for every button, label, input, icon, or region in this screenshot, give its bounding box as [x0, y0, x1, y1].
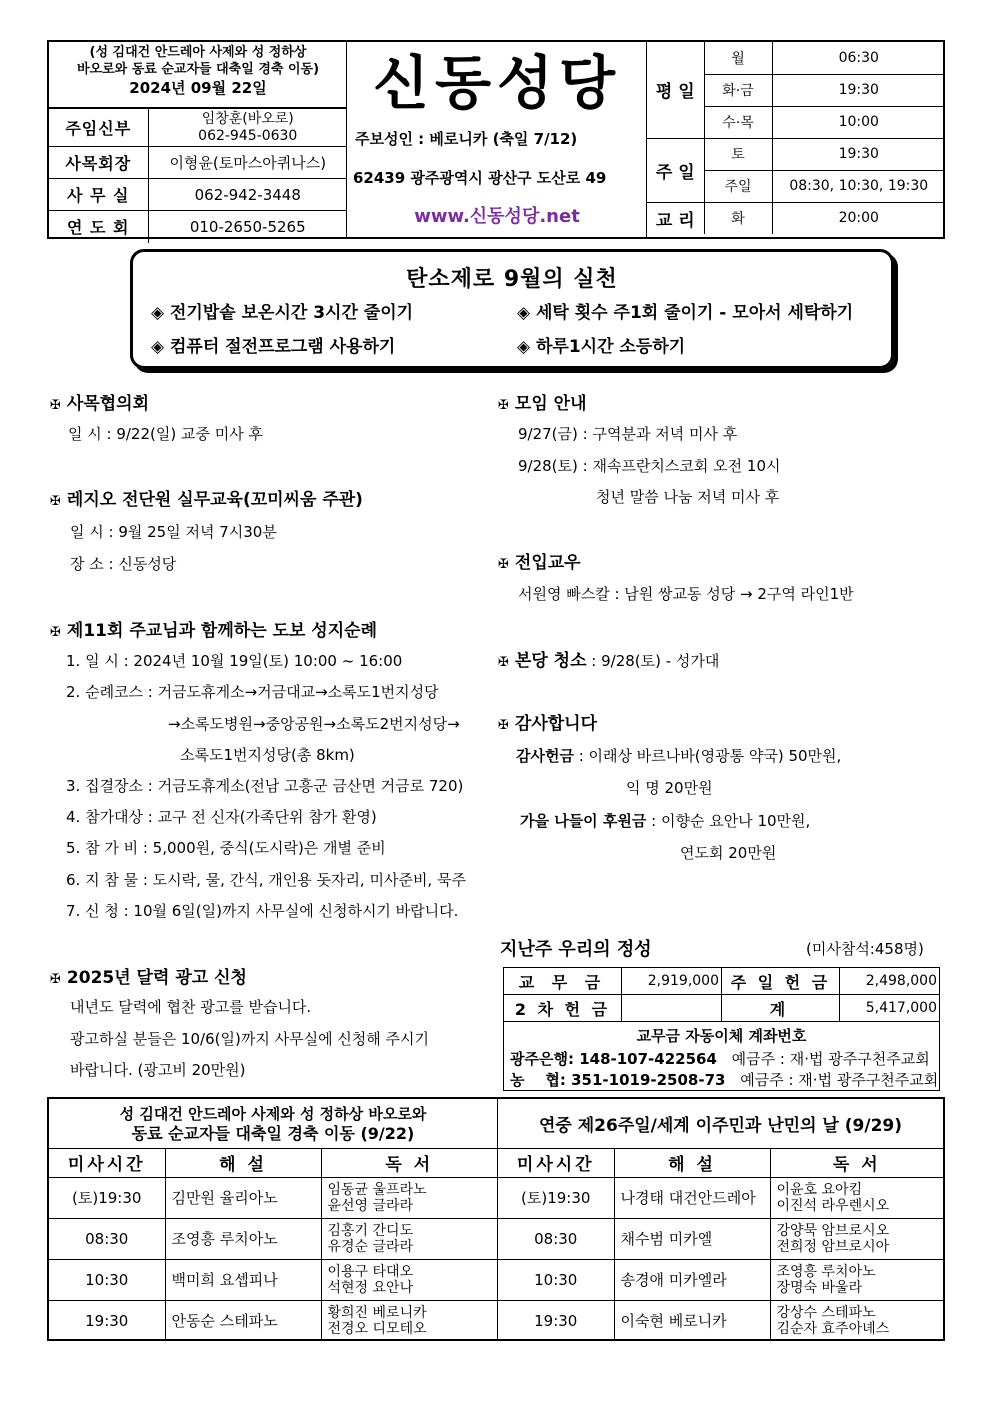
- banner-title: 탄소제로 9월의 실천: [406, 267, 618, 292]
- mass-time: (토)19:30: [49, 1177, 165, 1218]
- col-header-readers: 독 서: [770, 1149, 943, 1177]
- col-header-commentary: 해 설: [614, 1149, 770, 1177]
- feast-line-2: 바오로와 동료 순교자들 대축일 경축 이동): [76, 62, 320, 77]
- commentator: 송경애 미카엘라: [614, 1259, 770, 1300]
- offering-amount: 2,919,000: [622, 968, 722, 995]
- thanks-outing-line: [520, 810, 810, 831]
- reader: 이용구 타대오: [327, 1263, 414, 1280]
- schedule-time: 06:30: [772, 42, 945, 74]
- offering-table: [503, 967, 940, 1022]
- table-row: [498, 1259, 943, 1300]
- schedule-time: 19:30: [772, 74, 945, 106]
- meeting-title-text: 모임 안내: [514, 394, 587, 414]
- thanks-donation-line: [516, 745, 841, 766]
- right-mass-title: 연중 제26주일/세계 이주민과 난민의 날 (9/29): [498, 1099, 943, 1149]
- feast-title: [49, 42, 347, 108]
- bank-account-row: [504, 1069, 939, 1090]
- reader: 임동균 울프라노: [327, 1181, 427, 1198]
- pilgrimage-line: →소록도병원→중앙공원→소록도2번지성당→: [168, 715, 460, 733]
- thanks-outing-line: 연도회 20만원: [680, 844, 777, 862]
- cleaning-title: [498, 646, 719, 671]
- carbon-zero-banner: [130, 249, 894, 369]
- cross-icon: ✠: [50, 625, 61, 640]
- account-number: : 148-107-422564: [567, 1050, 717, 1068]
- reader: 이윤호 요아킴: [776, 1181, 863, 1198]
- col-header-time: 미사시간: [49, 1149, 165, 1177]
- bank-name: 광주은행: [510, 1050, 568, 1068]
- cross-icon: ✠: [498, 718, 509, 733]
- table-row: [49, 1300, 498, 1341]
- newcomer-title: [498, 548, 581, 573]
- account-holder: 예금주 : 재·법 광주구천주교회: [731, 1050, 930, 1068]
- offering-label: 주 일 헌 금: [722, 968, 840, 995]
- pastor-label: 주임신부: [49, 109, 148, 147]
- table-row: [498, 1218, 943, 1259]
- reader: 장명숙 바울라: [776, 1279, 863, 1296]
- offering-label: 2 차 헌 금: [504, 995, 622, 1022]
- header-left: [49, 42, 347, 237]
- commentator: 이숙현 베로니카: [614, 1300, 770, 1341]
- commentator: 조영흥 루치아노: [165, 1218, 321, 1259]
- cross-icon: ✠: [498, 557, 509, 572]
- legio-line: 일 시 : 9월 25일 저녁 7시30분: [70, 523, 277, 541]
- mass-time: 08:30: [498, 1218, 614, 1259]
- col-header-time: 미사시간: [498, 1149, 614, 1177]
- legio-title: [50, 485, 363, 510]
- schedule-day: 화·금: [704, 74, 772, 106]
- cross-icon: ✠: [50, 398, 61, 413]
- banner-item: ◈ 전기밥솥 보온시간 3시간 줄이기: [151, 303, 414, 323]
- readers: [770, 1259, 943, 1300]
- doctrine-label: 교 리: [647, 202, 704, 234]
- feast-line-1: (성 김대건 안드레아 사제와 성 정하상: [89, 45, 307, 60]
- mass-attendance: (미사참석:458명): [806, 940, 924, 958]
- cross-icon: ✠: [50, 972, 61, 987]
- thanks-outing-text: : 이향순 요안나 10만원,: [646, 812, 811, 830]
- calendar-ad-title-text: 2025년 달력 광고 신청: [66, 968, 247, 988]
- reader: 강상수 스테파노: [776, 1304, 876, 1321]
- cleaning-text: : 9/28(토) - 성가대: [586, 652, 720, 670]
- pilgrimage-line: 5. 참 가 비 : 5,000원, 중식(도시락)은 개별 준비: [66, 839, 386, 857]
- council-president-value: 이형윤(토마스아퀴나스): [148, 147, 347, 179]
- church-name: 신동성당: [372, 49, 622, 117]
- weekday-label: 평 일: [647, 42, 704, 138]
- council-president-label: 사목회장: [49, 147, 148, 179]
- readers: [321, 1300, 498, 1341]
- pilgrimage-line: 소록도1번지성당(총 8km): [180, 746, 355, 764]
- bulletin-header: [47, 40, 945, 239]
- commentator: 채수범 미카엘: [614, 1218, 770, 1259]
- thanks-donation-line: 익 명 20만원: [626, 779, 713, 797]
- mass-time: 10:30: [49, 1259, 165, 1300]
- readers: [321, 1177, 498, 1218]
- mass-time: (토)19:30: [498, 1177, 614, 1218]
- schedule-time: 19:30: [772, 138, 945, 170]
- thanks-donation-text: : 이래상 바르나바(영광통 약국) 50만원,: [573, 747, 842, 765]
- meeting-line: 9/28(토) : 재속프란치스코회 오전 10시: [518, 457, 781, 475]
- schedule-day: 토: [704, 138, 772, 170]
- readers: [321, 1218, 498, 1259]
- contact-table: [49, 108, 347, 243]
- schedule-day: 월: [704, 42, 772, 74]
- pastor-name: 임창훈(바오로): [201, 110, 294, 127]
- banner-item: ◈ 컴퓨터 절전프로그램 사용하기: [151, 337, 396, 357]
- calendar-ad-line: 광고하실 분들은 10/6(일)까지 사무실에 신청해 주시기: [70, 1030, 430, 1048]
- left-mass-title-line: 동료 순교자들 대축일 경축 이동 (9/22): [131, 1123, 415, 1143]
- pilgrimage-line: 3. 집결장소 : 거금도휴게소(전남 고흥군 금산면 거금로 720): [66, 777, 464, 795]
- legio-title-text: 레지오 전단원 실무교육(꼬미씨움 주관): [66, 490, 363, 510]
- table-row: [498, 1300, 943, 1341]
- office-phone: 062-942-3448: [148, 179, 347, 211]
- mass-time: 19:30: [49, 1300, 165, 1341]
- meeting-line: 9/27(금) : 구역분과 저녁 미사 후: [518, 425, 738, 443]
- reader: 김순자 효주아녜스: [776, 1320, 890, 1337]
- commentator: 백미희 요셉피나: [165, 1259, 321, 1300]
- thanks-title: [498, 709, 597, 734]
- readers: [770, 1300, 943, 1341]
- table-row: [49, 1177, 498, 1218]
- patron-saint: 주보성인 : 베로니카 (축일 7/12): [355, 130, 578, 148]
- schedule-day: 주일: [704, 170, 772, 202]
- bank-account-row: [504, 1048, 939, 1069]
- table-row: [49, 1218, 498, 1259]
- commentator: 안동순 스테파노: [165, 1300, 321, 1341]
- commentator: 김만원 율리아노: [165, 1177, 321, 1218]
- church-address: 62439 광주광역시 광산구 도산로 49: [353, 169, 607, 187]
- schedule-time: 08:30, 10:30, 19:30: [772, 170, 945, 202]
- right-mass-table: [498, 1149, 943, 1341]
- cleaning-title-text: 본당 청소: [514, 651, 587, 671]
- table-row: [49, 1259, 498, 1300]
- legio-line: 장 소 : 신동성당: [70, 555, 177, 573]
- reader: 전경오 디모테오: [327, 1320, 427, 1337]
- newcomer-line: 서원영 빠스칼 : 남원 쌍교동 성당 → 2구역 라인1반: [518, 585, 854, 603]
- cross-icon: ✠: [50, 494, 61, 509]
- mass-time: 10:30: [498, 1259, 614, 1300]
- sunday-label: 주 일: [647, 138, 704, 202]
- banner-item: ◈ 하루1시간 소등하기: [517, 337, 686, 357]
- schedule-time: 20:00: [772, 202, 945, 234]
- calendar-ad-title: [50, 963, 247, 988]
- mass-time: 19:30: [498, 1300, 614, 1341]
- yeondo-label: 연 도 회: [49, 211, 148, 243]
- col-header-readers: 독 서: [321, 1149, 498, 1177]
- pilgrimage-line: 4. 참가대상 : 교구 전 신자(가족단위 참가 환영): [66, 808, 377, 826]
- council-title-text: 사목협의회: [66, 394, 150, 414]
- cross-icon: ✠: [498, 655, 509, 670]
- auto-transfer-box: [503, 1021, 940, 1091]
- pilgrimage-title-text: 제11회 주교님과 함께하는 도보 성지순례: [66, 621, 377, 641]
- thanks-outing-label: 가을 나들이 후원금: [520, 812, 647, 830]
- reader: 윤선영 글라라: [327, 1197, 414, 1214]
- yeondo-phone: 010-2650-5265: [148, 211, 347, 243]
- left-mass-title-line: 성 김대건 안드레아 사제와 성 정하상 바오로와: [119, 1104, 427, 1123]
- banner-item: ◈ 세탁 횟수 주1회 줄이기 - 모아서 세탁하기: [517, 303, 854, 323]
- offering-amount: 2,498,000: [840, 968, 940, 995]
- readers: [321, 1259, 498, 1300]
- bank-name: 농 협: [510, 1071, 560, 1089]
- readers: [770, 1218, 943, 1259]
- mass-schedule-table: [647, 42, 945, 234]
- offering-label: 교 무 금: [504, 968, 622, 995]
- pilgrimage-line: 7. 신 청 : 10월 6일(일)까지 사무실에 신청하시기 바랍니다.: [66, 902, 459, 920]
- offering-amount: 5,417,000: [840, 995, 940, 1022]
- reader: 유경순 글라라: [327, 1238, 414, 1255]
- thanks-donation-label: 감사헌금: [516, 747, 574, 765]
- reader: 김홍기 간디도: [327, 1222, 414, 1239]
- offering-label: 계: [722, 995, 840, 1022]
- mass-roles-section: [47, 1097, 945, 1341]
- cross-icon: ✠: [498, 398, 509, 413]
- schedule-day: 화: [704, 202, 772, 234]
- commentator: 나경태 대건안드레아: [614, 1177, 770, 1218]
- reader: 황희진 베로니카: [327, 1304, 427, 1321]
- website-link[interactable]: www.신동성당.net: [414, 206, 580, 227]
- pilgrimage-line: 1. 일 시 : 2024년 10월 19일(토) 10:00 ~ 16:00: [66, 652, 403, 670]
- readers: [770, 1177, 943, 1218]
- calendar-ad-line: 내년도 달력에 협찬 광고를 받습니다.: [70, 998, 312, 1016]
- pastor-value: [148, 109, 347, 147]
- office-label: 사 무 실: [49, 179, 148, 211]
- reader: 전희정 암브로시아: [776, 1238, 890, 1255]
- header-center: [347, 42, 647, 237]
- pilgrimage-line: 2. 순례코스 : 거금도휴게소→거금대교→소록도1번지성당: [66, 683, 439, 701]
- schedule-day: 수·목: [704, 106, 772, 138]
- meeting-line: 청년 말씀 나눔 저녁 미사 후: [596, 488, 780, 506]
- council-title: [50, 389, 149, 414]
- mass-time: 08:30: [49, 1218, 165, 1259]
- pastor-phone: 062-945-0630: [198, 127, 298, 144]
- left-mass-table: [49, 1149, 498, 1341]
- reader: 석현정 요안나: [327, 1279, 414, 1296]
- council-line: 일 시 : 9/22(일) 교중 미사 후: [68, 425, 263, 443]
- offering-title: 지난주 우리의 정성: [500, 939, 652, 960]
- reader: 조영흥 루치아노: [776, 1263, 876, 1280]
- col-header-commentary: 해 설: [165, 1149, 321, 1177]
- reader: 강양묵 암브로시오: [776, 1222, 890, 1239]
- schedule-time: 10:00: [772, 106, 945, 138]
- offering-amount: [622, 995, 722, 1022]
- reader: 이진석 라우렌시오: [776, 1197, 890, 1214]
- newcomer-title-text: 전입교우: [514, 553, 581, 573]
- thanks-title-text: 감사합니다: [514, 714, 598, 734]
- meeting-title: [498, 389, 587, 414]
- calendar-ad-line: 바랍니다. (광고비 20만원): [70, 1061, 246, 1079]
- table-row: [498, 1177, 943, 1218]
- bulletin-date: 2024년 09월 22일: [129, 79, 267, 97]
- auto-transfer-title: 교무금 자동이체 계좌번호: [636, 1027, 807, 1045]
- pilgrimage-title: [50, 616, 377, 641]
- account-holder: 예금주 : 재·법 광주구천주교회: [740, 1071, 939, 1089]
- account-number: : 351-1019-2508-73: [559, 1071, 726, 1089]
- pilgrimage-line: 6. 지 참 물 : 도시락, 물, 간식, 개인용 돗자리, 미사준비, 묵주: [66, 871, 466, 889]
- left-mass-title: [49, 1099, 498, 1149]
